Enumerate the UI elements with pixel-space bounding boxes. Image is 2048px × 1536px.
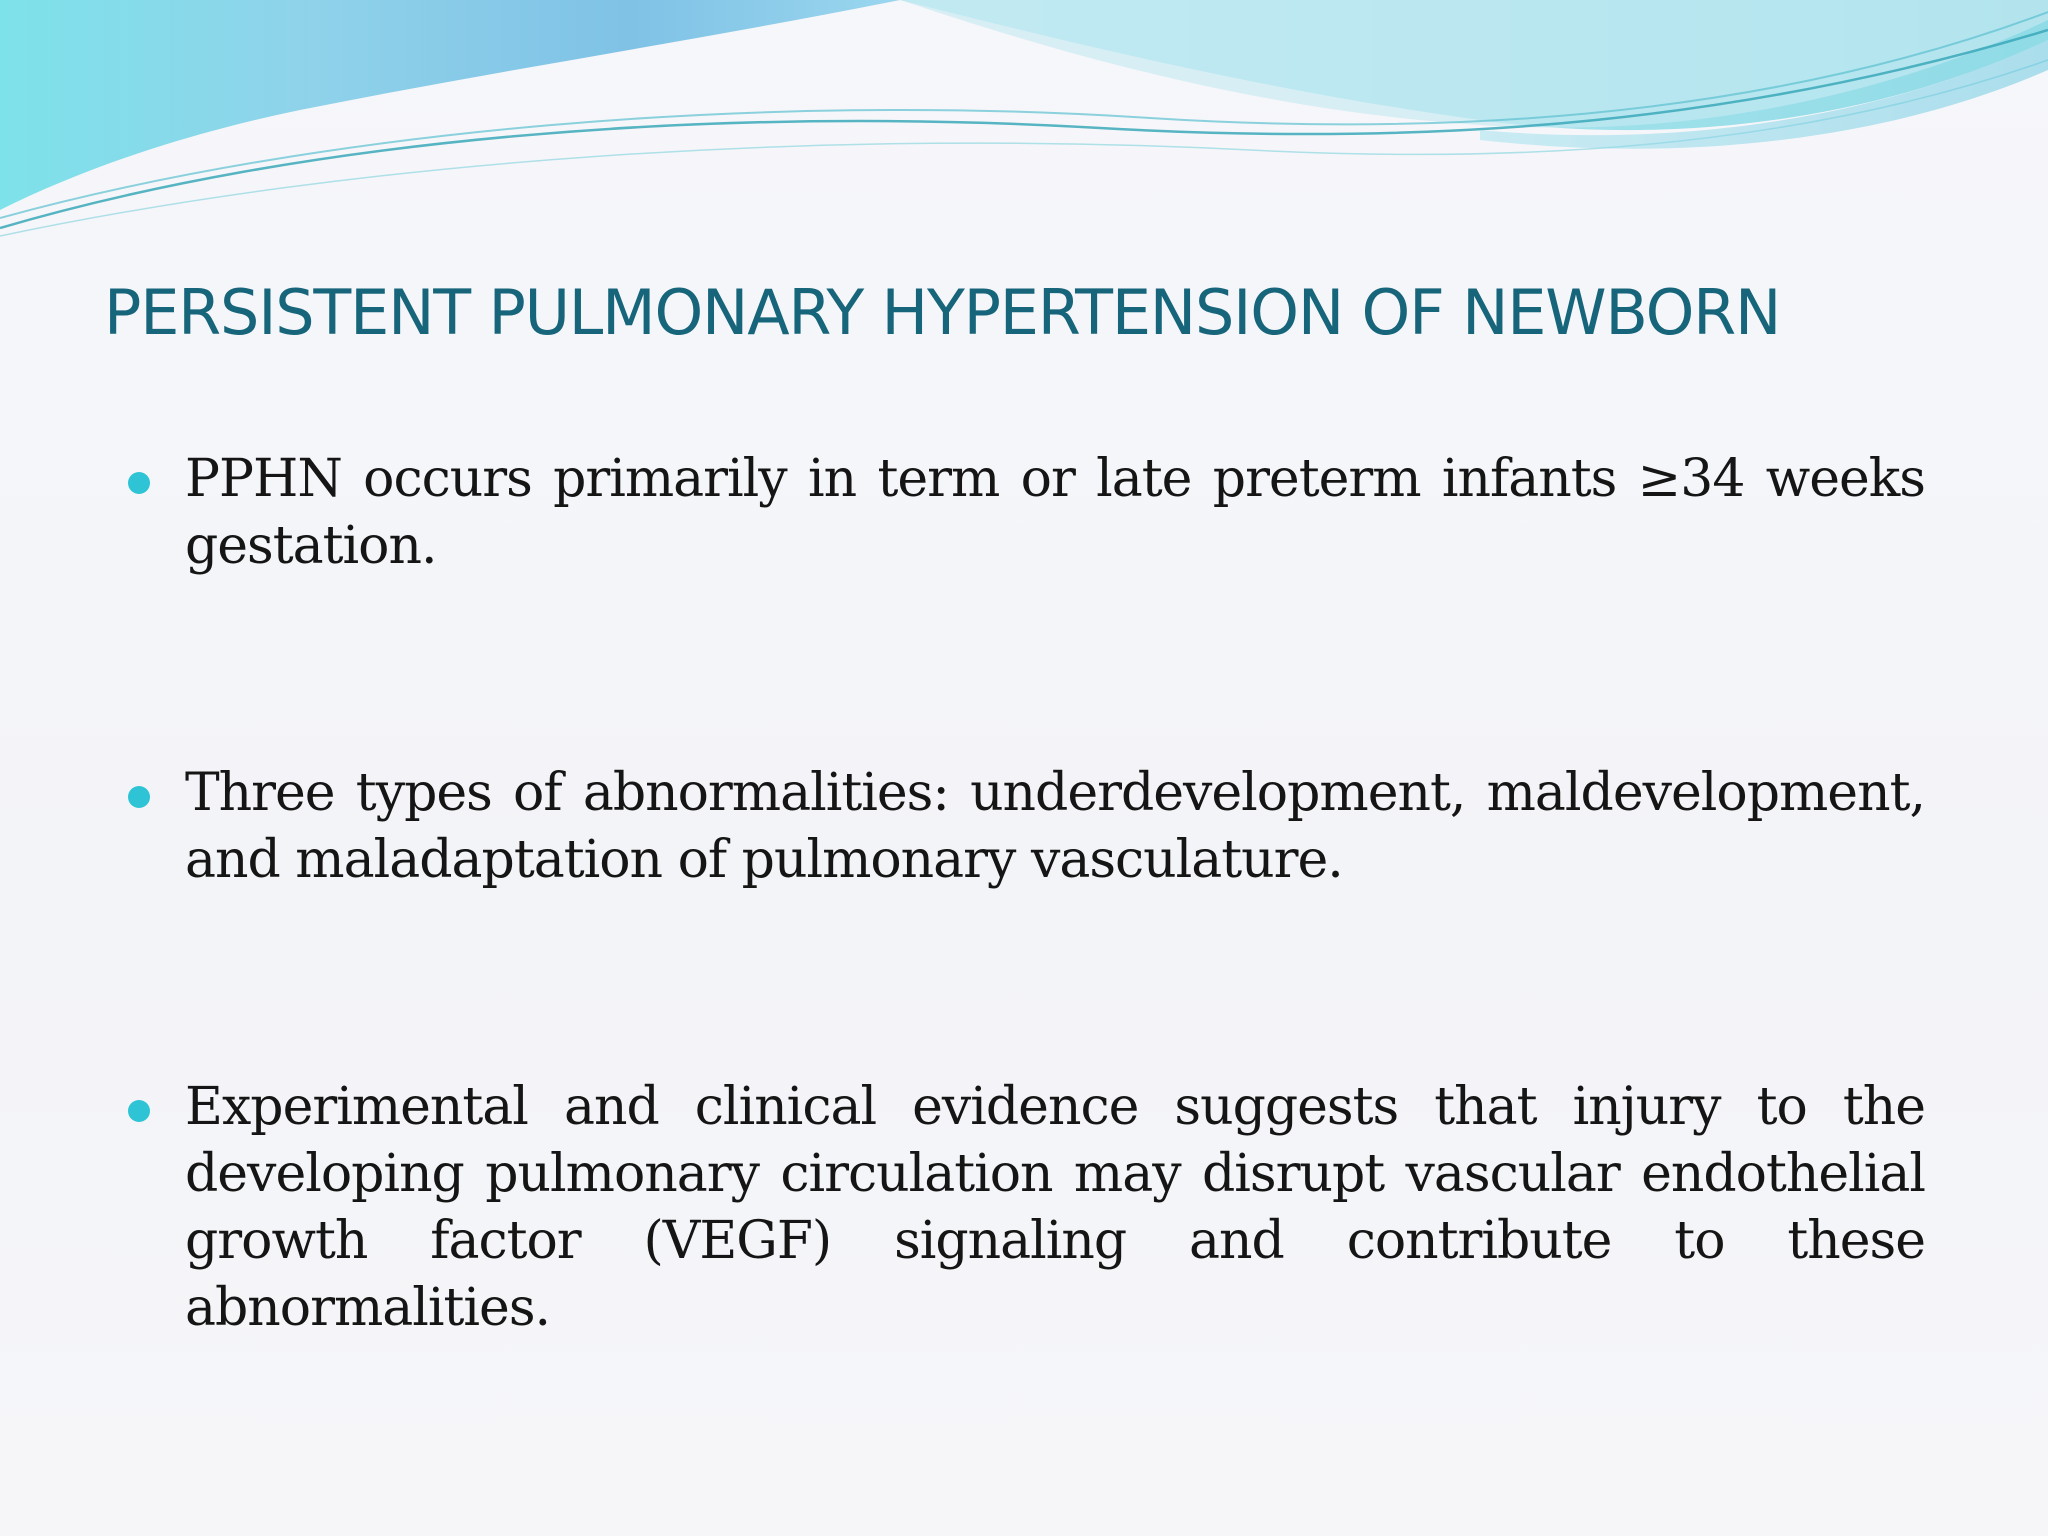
- bullet-dot-icon: [128, 786, 150, 808]
- bullet-text: Experimental and clinical evidence suggests that injury to the developing pulmonary circulation may disrupt vascular endothelial growth factor (VEGF) signaling and contribute to these abnormalities.: [185, 1077, 1925, 1338]
- slide-title: PERSISTENT PULMONARY HYPERTENSION OF NEWBORN: [104, 276, 1781, 349]
- bullet-text: Three types of abnormalities: underdevelopment, maldevelopment, and maladaptation of pulmonary vasculature.: [185, 763, 1925, 890]
- bullet-dot-icon: [128, 1100, 150, 1122]
- bullet-dot-icon: [128, 472, 150, 494]
- bullet-text: PPHN occurs primarily in term or late preterm infants ≥34 weeks gestation.: [185, 449, 1925, 576]
